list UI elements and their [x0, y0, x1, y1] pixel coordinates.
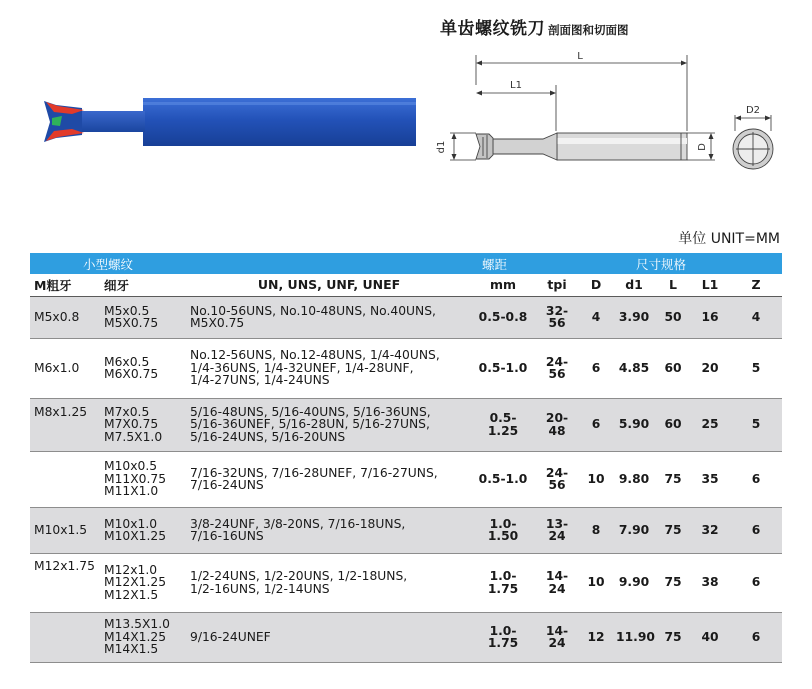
cell-fine: M6x0.5 M6X0.75	[104, 354, 159, 381]
label-d1: d1	[436, 140, 447, 154]
cell-L1: 38	[701, 575, 719, 590]
cell-L1: 25	[701, 417, 719, 432]
label-D: D	[697, 143, 708, 151]
cell-un: 1/2-24UNS, 1/2-20UNS, 1/2-18UNS, 1/2-16UNS, 1/2-14UNS	[190, 569, 408, 596]
cell-fine: M5x0.5 M5X0.75	[104, 303, 159, 330]
cell-un: 5/16-48UNS, 5/16-40UNS, 5/16-36UNS, 5/16-36UNEF, 5/16-28UN, 5/16-27UNS, 5/16-24UNS, 5/16-20UNS	[190, 404, 431, 444]
cell-D: 12	[587, 629, 605, 644]
title-main: 单齿螺纹铣刀	[440, 19, 545, 39]
spec-table	[30, 253, 782, 663]
table-row	[30, 398, 782, 451]
cell-L: 75	[664, 629, 682, 644]
dim-L1	[479, 85, 556, 131]
table-row	[30, 507, 782, 553]
table-header	[30, 274, 782, 296]
cell-fine: M13.5X1.0 M14X1.25 M14X1.5	[104, 617, 170, 657]
table-row	[30, 612, 782, 662]
cell-un: No.12-56UNS, No.12-48UNS, 1/4-40UNS, 1/4-36UNS, 1/4-32UNEF, 1/4-28UNF, 1/4-27UNS, 1/4-24UNS	[190, 348, 440, 388]
cell-coarse: M5x0.8	[34, 309, 80, 324]
tool-highlight	[143, 102, 416, 105]
title-sub: 剖面图和切面图	[548, 23, 629, 37]
cell-tpi: 24-56	[545, 465, 569, 492]
col-mm: mm	[489, 277, 517, 293]
cell-L: 75	[664, 471, 682, 486]
col-L: L	[669, 277, 678, 293]
cell-d1: 9.90	[618, 575, 650, 590]
cell-fine: M7x0.5 M7X0.75 M7.5X1.0	[104, 404, 163, 444]
cell-Z: 6	[751, 471, 761, 486]
label-D2: D2	[745, 105, 761, 116]
cell-tpi: 14-24	[545, 623, 569, 650]
page-title	[440, 14, 629, 39]
cell-Z: 6	[751, 575, 761, 590]
header-group-threads: 小型螺纹	[83, 256, 134, 272]
cell-L1: 16	[701, 309, 719, 324]
cell-mm: 1.0-1.50	[487, 516, 519, 543]
cell-coarse: M12x1.75	[34, 558, 95, 573]
section-diagram	[425, 45, 795, 195]
cell-mm: 0.5-1.25	[487, 411, 519, 438]
cell-un: 9/16-24UNEF	[190, 629, 271, 644]
cell-d1: 4.85	[618, 360, 650, 375]
cell-D: 6	[591, 360, 601, 375]
cell-fine: M10x0.5 M11X0.75 M11X1.0	[104, 459, 167, 499]
cell-L: 60	[664, 417, 682, 432]
col-d1: d1	[625, 277, 643, 293]
cell-L1: 35	[701, 471, 719, 486]
cell-d1: 5.90	[618, 417, 650, 432]
tool-neck	[80, 111, 145, 132]
cell-D: 10	[587, 471, 605, 486]
col-coarse: M粗牙	[34, 277, 72, 293]
table-row	[30, 296, 782, 338]
col-fine: 细牙	[104, 277, 130, 293]
cell-tpi: 32-56	[545, 303, 569, 330]
cross-section	[733, 129, 773, 169]
cell-L: 60	[664, 360, 682, 375]
cell-un: No.10-56UNS, No.10-48UNS, No.40UNS, M5X0.75	[190, 303, 436, 330]
cell-L1: 20	[701, 360, 719, 375]
col-L1: L1	[701, 277, 719, 293]
cell-L: 75	[664, 575, 682, 590]
col-tpi: tpi	[547, 277, 567, 293]
cell-un: 7/16-32UNS, 7/16-28UNEF, 7/16-27UNS, 7/16-24UNS	[190, 465, 438, 492]
cell-d1: 11.90	[616, 629, 655, 644]
cell-coarse	[30, 612, 100, 662]
col-un: UN, UNS, UNF, UNEF	[257, 277, 401, 293]
cell-L: 75	[664, 522, 682, 537]
cell-Z: 5	[751, 417, 761, 432]
cell-coarse: M6x1.0	[34, 360, 80, 375]
header-pitch: 螺距	[482, 256, 508, 272]
col-D: D	[590, 277, 602, 293]
cell-Z: 6	[751, 522, 761, 537]
table-row	[30, 451, 782, 507]
cell-mm: 1.0-1.75	[487, 569, 519, 596]
header-dimensions: 尺寸规格	[636, 256, 687, 272]
cell-mm: 0.5-0.8	[478, 309, 528, 324]
cell-tpi: 20-48	[545, 411, 569, 438]
tool-shank	[143, 98, 416, 146]
cell-fine: M12x1.0 M12X1.25 M12X1.5	[104, 562, 167, 602]
cell-L: 50	[664, 309, 682, 324]
cell-mm: 0.5-1.0	[478, 360, 528, 375]
col-Z: Z	[751, 277, 761, 293]
cell-coarse: M10x1.5	[34, 522, 88, 537]
cell-fine: M10x1.0 M10X1.25	[104, 516, 167, 543]
cell-un: 3/8-24UNF, 3/8-20NS, 7/16-18UNS, 7/16-16UNS	[190, 516, 406, 543]
table-row	[30, 553, 782, 612]
cell-D: 10	[587, 575, 605, 590]
cell-D: 8	[591, 522, 601, 537]
cell-tpi: 13-24	[545, 516, 569, 543]
cell-Z: 6	[751, 629, 761, 644]
cell-coarse: M8x1.25	[34, 404, 88, 419]
cell-Z: 5	[751, 360, 761, 375]
label-L: L	[577, 51, 583, 62]
table-row	[30, 338, 782, 398]
cell-tpi: 24-56	[545, 354, 569, 381]
cell-d1: 9.80	[618, 471, 650, 486]
tool-photo	[38, 92, 416, 152]
label-L1: L1	[510, 80, 522, 91]
unit-label: 单位 UNIT=MM	[678, 231, 780, 247]
cell-tpi: 14-24	[545, 569, 569, 596]
cell-coarse	[30, 451, 100, 507]
cell-d1: 7.90	[618, 522, 650, 537]
table-header-top	[30, 253, 782, 274]
cell-L1: 40	[701, 629, 719, 644]
cell-d1: 3.90	[618, 309, 650, 324]
cell-mm: 1.0-1.75	[487, 623, 519, 650]
cell-Z: 4	[751, 309, 761, 324]
cell-L1: 32	[701, 522, 719, 537]
cell-D: 4	[591, 309, 601, 324]
cell-D: 6	[591, 417, 601, 432]
tool-outline	[476, 133, 687, 160]
cell-mm: 0.5-1.0	[478, 471, 528, 486]
